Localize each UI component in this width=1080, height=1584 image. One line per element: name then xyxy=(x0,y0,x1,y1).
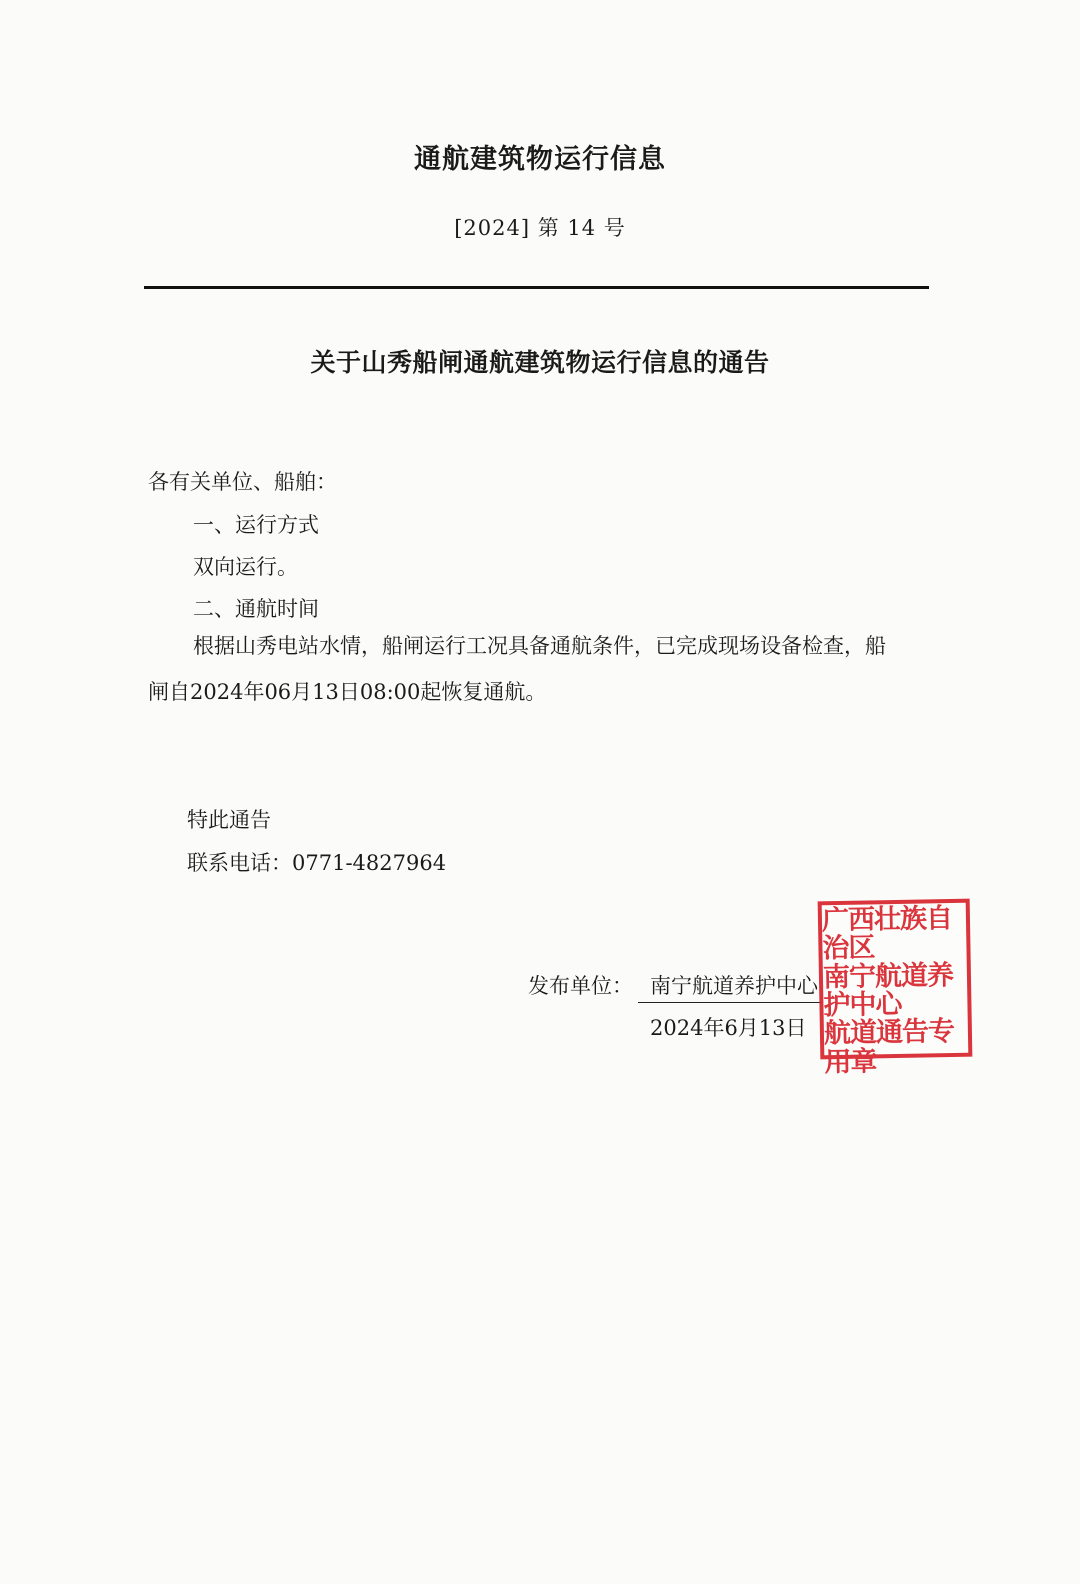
section1-heading: 一、运行方式 xyxy=(193,513,319,537)
header-divider xyxy=(144,286,929,289)
section1-content: 双向运行。 xyxy=(193,555,298,579)
issue-date: 2024年6月13日 xyxy=(650,1016,807,1040)
section2-content-line2: 闸自2024年06月13日08:00起恢复通航。 xyxy=(148,680,547,704)
contact-phone: 联系电话：0771-4827964 xyxy=(187,851,447,875)
document-number: [2024] 第 14 号 xyxy=(454,216,626,240)
publisher-name: 南宁航道养护中心 xyxy=(638,970,822,1003)
seal-line-2: 南宁航道养护中心 xyxy=(822,959,954,1022)
closing-text: 特此通告 xyxy=(187,808,271,832)
section2-content-line1: 根据山秀电站水情，船闸运行工况具备通航条件，已完成现场设备检查，船 xyxy=(193,634,886,658)
notice-title: 关于山秀船闸通航建筑物运行信息的通告 xyxy=(310,348,770,377)
official-seal-stamp xyxy=(818,899,973,1078)
seal-line-1: 广西壮族自治区 xyxy=(821,902,953,965)
seal-line-3: 航道通告专用章 xyxy=(823,1016,955,1078)
publisher-label: 发布单位： xyxy=(528,974,633,998)
document-header-title: 通航建筑物运行信息 xyxy=(414,144,666,175)
salutation: 各有关单位、船舶： xyxy=(148,470,337,494)
section2-heading: 二、通航时间 xyxy=(193,597,319,621)
